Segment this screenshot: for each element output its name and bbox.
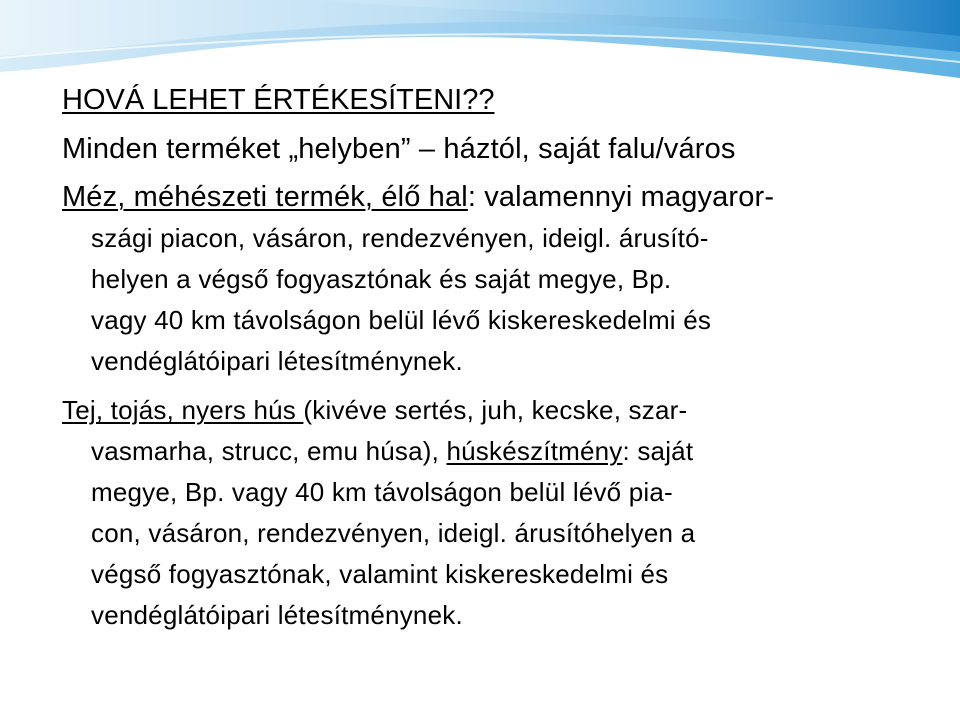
underlined-product-group: húskészítmény	[446, 436, 623, 466]
paragraph-line: megye, Bp. vagy 40 km távolságon belül lévő pia-	[91, 477, 673, 507]
paragraph-local-sale: Minden terméket „helyben” – háztól, saját falu/város	[62, 133, 736, 165]
text-span: : valamennyi magyaror-	[467, 181, 775, 213]
paragraph-milk-eggs-meat	[62, 390, 942, 636]
paragraph-line	[62, 390, 942, 431]
paragraph-honey-fish	[62, 176, 942, 382]
paragraph-line: végső fogyasztónak, valamint kiskereskedelmi és	[91, 559, 669, 589]
text-span: vasmarha, strucc, emu húsa),	[91, 436, 447, 466]
underlined-product-group: Méz, méhészeti termék, élő hal	[62, 181, 468, 213]
paragraph-line	[62, 431, 942, 472]
underlined-product-group: Tej, tojás, nyers hús	[62, 395, 304, 425]
paragraph-line	[62, 176, 942, 218]
text-span: (kivéve sertés, juh, kecske, szar-	[303, 395, 688, 425]
paragraph-line: con, vásáron, rendezvényen, ideigl. árusítóhelyen a	[91, 518, 696, 548]
text-span: : saját	[622, 436, 694, 466]
paragraph-line: helyen a végső fogyasztónak és saját megye, Bp.	[91, 264, 672, 294]
paragraph-line: vagy 40 km távolságon belül lévő kiskereskedelmi és	[91, 305, 712, 335]
slide-body	[62, 78, 942, 636]
paragraph-line: vendéglátóipari létesítménynek.	[91, 600, 463, 630]
slide-title: HOVÁ LEHET ÉRTÉKESÍTENI??	[62, 84, 495, 116]
paragraph-line: szági piacon, vásáron, rendezvényen, ideigl. árusító-	[91, 223, 709, 253]
paragraph-line: vendéglátóipari létesítménynek.	[91, 346, 463, 376]
